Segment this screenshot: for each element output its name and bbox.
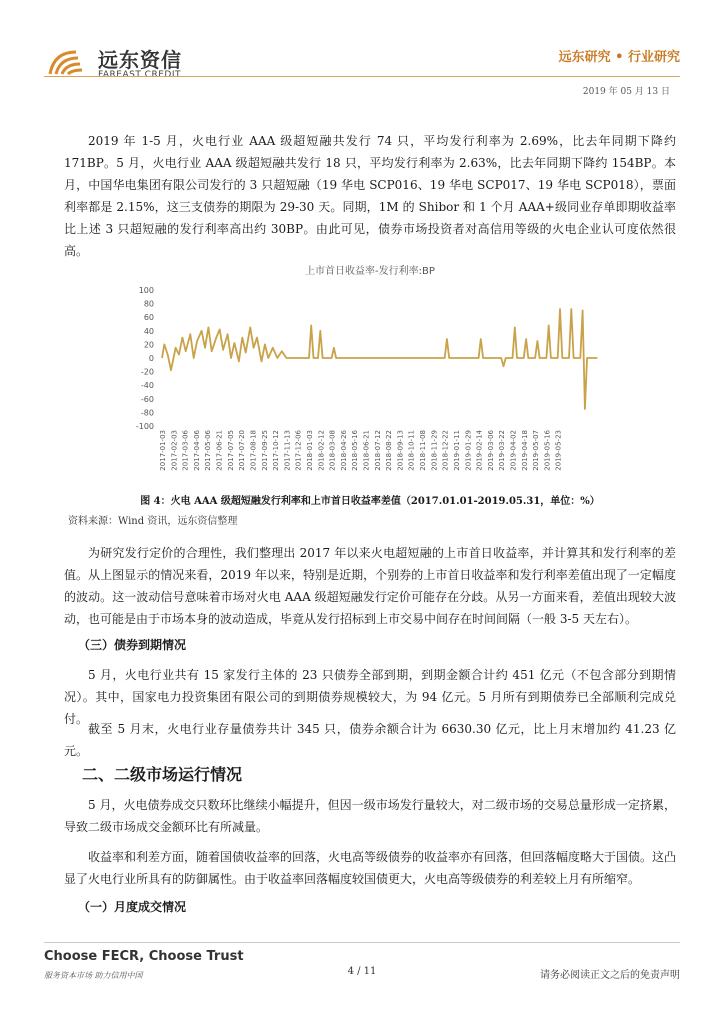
subheading-monthly-trading: （一）月度成交情况 [78,900,187,914]
x-tick-label: 2019-02-14 [475,430,484,471]
x-tick-label: 2018-08-22 [385,430,394,471]
paragraph-maturity: 5 月，火电行业共有 15 家发行主体的 23 只债券全部到期，到期金额合计约 451 亿元（不包含部分到期情况）。其中，国家电力投资集团有限公司的到期债券规模较大，为 94 亿元。5 月所有到期债券已全部顺利完成兑付。 [64,668,676,726]
x-tick-label: 2018-06-21 [362,430,371,471]
y-tick-label: -80 [140,408,154,418]
x-tick-label: 2019-01-11 [452,430,461,471]
x-tick-label: 2017-06-21 [215,430,224,471]
x-tick-label: 2019-03-22 [498,430,507,471]
y-tick-label: 80 [143,299,154,309]
x-tick-label: 2018-04-26 [339,430,348,471]
x-tick-label: 2017-05-06 [204,430,213,471]
report-date: 2019 年 05 月 13 日 [582,87,670,97]
x-tick-label: 2019-03-06 [486,430,495,471]
x-tick-label: 2018-10-11 [407,430,416,471]
brand-name-cn: 远东资信 [98,48,182,72]
x-tick-label: 2018-05-16 [351,430,360,471]
chart-title: 上市首日收益率-发行利率:BP [305,266,435,277]
section-heading-secondary-market: 二、二级市场运行情况 [82,765,243,784]
spread-line-chart [120,280,600,485]
y-tick-label: 20 [143,340,154,350]
y-tick-label: 40 [143,326,154,336]
x-tick-label: 2017-10-12 [272,430,281,471]
y-tick-label: 0 [148,354,154,363]
x-tick-label: 2017-09-25 [260,430,269,471]
x-tick-label: 2017-07-20 [238,430,247,471]
x-tick-label: 2018-09-13 [396,430,405,471]
x-tick-label: 2017-02-03 [170,430,179,471]
x-tick-label: 2017-12-06 [294,430,303,471]
footer-tagline: 服务资本市场 助力信用中国 [44,971,143,980]
x-tick-label: 2018-11-08 [419,430,428,471]
footer-divider [44,942,680,943]
report-category: 远东研究 • 行业研究 [558,50,680,65]
paragraph-issuance-summary: 2019 年 1-5 月，火电行业 AAA 级超短融共发行 74 只，平均发行利率为 2.69%，比去年同期下降约 171BP。5 月，火电行业 AAA 级超短融共发行 18 只，平均发行利率为 2.63%，比去年同期下降约 154BP。本月，中国华电集团有限公司发行的 3 只超短融（19 华电 SCP016、19 华电 SCP017、19 华电 SCP018），票面利率都是 2.15%，这三支债券的期限为 29-30 天。同期，1M 的 Shibor 和 1 个月 AAA+级同业存单即期收益率比上述 3 只超短融的发行利率高出约 30BP。由此可见，债券市场投资者对高信用等级的火电企业认可度依然很高。 [64,134,676,258]
x-tick-label: 2019-05-07 [532,430,541,471]
y-tick-label: -100 [135,422,154,431]
x-tick-label: 2018-07-12 [373,430,382,471]
x-tick-label: 2019-05-16 [543,430,552,471]
y-tick-label: 60 [143,313,154,323]
x-tick-label: 2017-01-03 [159,430,167,471]
brand-name-en: FAREAST CREDIT [98,70,181,80]
x-tick-label: 2018-01-03 [305,430,314,471]
x-tick-label: 2017-08-18 [249,430,258,471]
footer-slogan: Choose FECR, Choose Trust [44,949,244,964]
x-tick-label: 2017-03-06 [181,430,190,471]
paragraph-yield-spread: 收益率和利差方面，随着国债收益率的回落，火电高等级债券的收益率亦有回落，但回落幅度略大于国债。这凸显了火电行业所具有的防御属性。由于收益率回落幅度较国债更大，火电高等级债券的利差较上月有所缩窄。 [64,850,677,886]
series-line [162,309,597,409]
subheading-maturity: （三）债券到期情况 [78,638,187,652]
x-tick-label: 2019-05-23 [554,430,563,471]
paragraph-pricing-analysis: 为研究发行定价的合理性，我们整理出 2017 年以来火电超短融的上市首日收益率，并计算其和发行利率的差值。从上图显示的情况来看，2019 年以来，特别是近期，个别券的上市首日收益率和发行利率差值出现了一定幅度的波动。这一波动信号意味着市场对火电 AAA 级超短融发行定价可能存在分歧。从另一方面来看，差值出现较大波动，也可能是由于市场本身的波动造成，毕竟从发行招标到上市交易中间存在时间间隔（一般 3-5 天左右）。 [64,546,676,626]
y-tick-label: -40 [140,381,154,391]
figure-source: 资料来源：Wind 资讯，远东资信整理 [68,516,238,527]
page-number: 4 / 11 [347,966,377,977]
paragraph-trading-volume: 5 月，火电债券成交只数环比继续小幅提升，但因一级市场发行量较大，对二级市场的交易总量形成一定挤累，导致二级市场成交金额环比有所减量。 [64,798,676,834]
fareast-logo-icon [44,44,92,80]
paragraph-outstanding: 截至 5 月末，火电行业存量债券共计 345 只，债券余额合计为 6630.30 亿元，比上月末增加约 41.23 亿元。 [64,722,676,758]
y-tick-label: -60 [140,394,154,404]
x-tick-label: 2018-02-12 [317,430,326,471]
x-tick-label: 2019-01-29 [464,430,473,471]
x-tick-label: 2018-11-29 [430,430,439,471]
x-tick-label: 2017-07-05 [226,430,235,471]
x-tick-label: 2017-04-06 [192,430,201,471]
x-tick-label: 2018-03-08 [328,430,337,471]
y-tick-label: 100 [138,286,154,295]
x-tick-label: 2019-04-18 [520,430,529,471]
x-tick-label: 2017-11-13 [283,430,292,471]
x-tick-label: 2019-04-02 [509,430,518,471]
figure-caption: 图 4：火电 AAA 级超短融发行利率和上市首日收益率差值（2017.01.01-2019.05.31，单位：%） [140,496,600,507]
y-tick-label: -20 [140,367,154,377]
footer-disclaimer: 请务必阅读正文之后的免责声明 [540,970,680,981]
header-divider [44,76,680,77]
x-tick-label: 2018-12-22 [441,430,450,471]
